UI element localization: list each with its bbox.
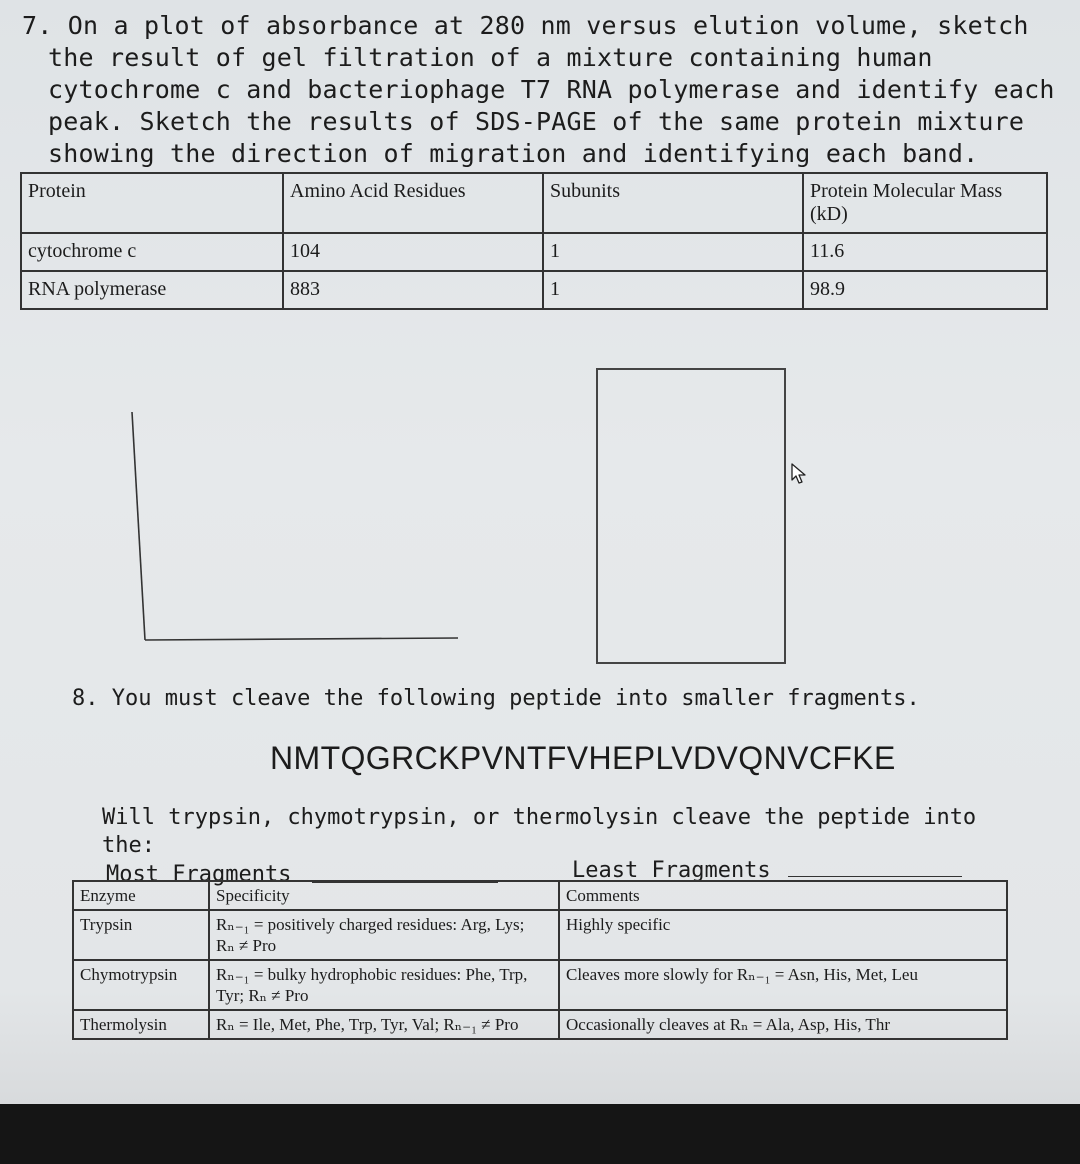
- column-header: Subunits: [543, 173, 803, 233]
- column-header: Comments: [559, 881, 1007, 910]
- table-row: [73, 960, 1007, 1010]
- question-8-prompt: 8. You must cleave the following peptide into smaller fragments.: [72, 686, 920, 711]
- blank-gel-box: [596, 368, 786, 664]
- question-7-line: 7. On a plot of absorbance at 280 nm versus elution volume, sketch: [22, 11, 1029, 40]
- question-7-line: cytochrome c and bacteriophage T7 RNA polymerase and identify each: [48, 75, 1055, 104]
- table-cell: 1: [543, 233, 803, 271]
- enzyme-table: [72, 880, 1008, 1040]
- question-7: [22, 10, 1062, 170]
- enzyme-name: Thermolysin: [73, 1010, 209, 1039]
- specificity-line: Rₙ₋₁ = positively charged residues: Arg, Lys;: [216, 915, 525, 934]
- table-cell: RNA polymerase: [21, 271, 283, 309]
- peptide-sequence: NMTQGRCKPVNTFVHEPLVDVQNVCFKE: [270, 740, 896, 776]
- table-cell: 1: [543, 271, 803, 309]
- table-header-row: [21, 173, 1047, 233]
- enzyme-comment: Occasionally cleaves at Rₙ = Ala, Asp, His, Thr: [559, 1010, 1007, 1039]
- question-7-line: peak. Sketch the results of SDS-PAGE of the same protein mixture: [48, 107, 1025, 136]
- enzyme-name: Trypsin: [73, 910, 209, 960]
- most-fragments-label: Most Fragments: [106, 862, 292, 887]
- column-header: Amino Acid Residues: [283, 173, 543, 233]
- table-cell: 883: [283, 271, 543, 309]
- table-row: [73, 1010, 1007, 1039]
- question-line: Will trypsin, chymotrypsin, or thermolysin cleave the peptide into: [102, 805, 977, 830]
- enzyme-specificity: [209, 960, 559, 1010]
- table-row: [21, 271, 1047, 309]
- column-header: Protein Molecular Mass (kD): [803, 173, 1047, 233]
- table-cell: 11.6: [803, 233, 1047, 271]
- least-fragments-blank: [788, 876, 962, 877]
- column-header: Enzyme: [73, 881, 209, 910]
- blank-plot-axes: [128, 410, 460, 644]
- question-8-text: [102, 804, 976, 860]
- least-fragments-label: Least Fragments: [572, 858, 771, 883]
- table-cell: cytochrome c: [21, 233, 283, 271]
- question-7-line: showing the direction of migration and identifying each band.: [48, 139, 979, 168]
- table-row: [21, 233, 1047, 271]
- table-cell: 98.9: [803, 271, 1047, 309]
- mouse-pointer-icon: [790, 462, 808, 486]
- table-cell: 104: [283, 233, 543, 271]
- column-header: Specificity: [209, 881, 559, 910]
- specificity-line: Tyr; Rₙ ≠ Pro: [216, 986, 309, 1005]
- enzyme-comment: Cleaves more slowly for Rₙ₋₁ = Asn, His, Met, Leu: [559, 960, 1007, 1010]
- column-header: Protein: [21, 173, 283, 233]
- x-axis: [145, 638, 458, 640]
- enzyme-specificity: [209, 1010, 559, 1039]
- enzyme-name: Chymotrypsin: [73, 960, 209, 1010]
- specificity-line: Rₙ = Ile, Met, Phe, Trp, Tyr, Val; Rₙ₋₁ ≠ Pro: [216, 1015, 519, 1034]
- table-row: [73, 910, 1007, 960]
- monitor-bezel: [0, 1104, 1080, 1164]
- specificity-line: Rₙ ≠ Pro: [216, 936, 277, 955]
- protein-table: [20, 172, 1048, 310]
- specificity-line: Rₙ₋₁ = bulky hydrophobic residues: Phe, Trp,: [216, 965, 528, 984]
- enzyme-specificity: [209, 910, 559, 960]
- y-axis: [132, 412, 145, 640]
- enzyme-comment: Highly specific: [559, 910, 1007, 960]
- table-header-row: [73, 881, 1007, 910]
- question-line: the:: [102, 833, 155, 858]
- question-7-line: the result of gel filtration of a mixture containing human: [48, 43, 933, 72]
